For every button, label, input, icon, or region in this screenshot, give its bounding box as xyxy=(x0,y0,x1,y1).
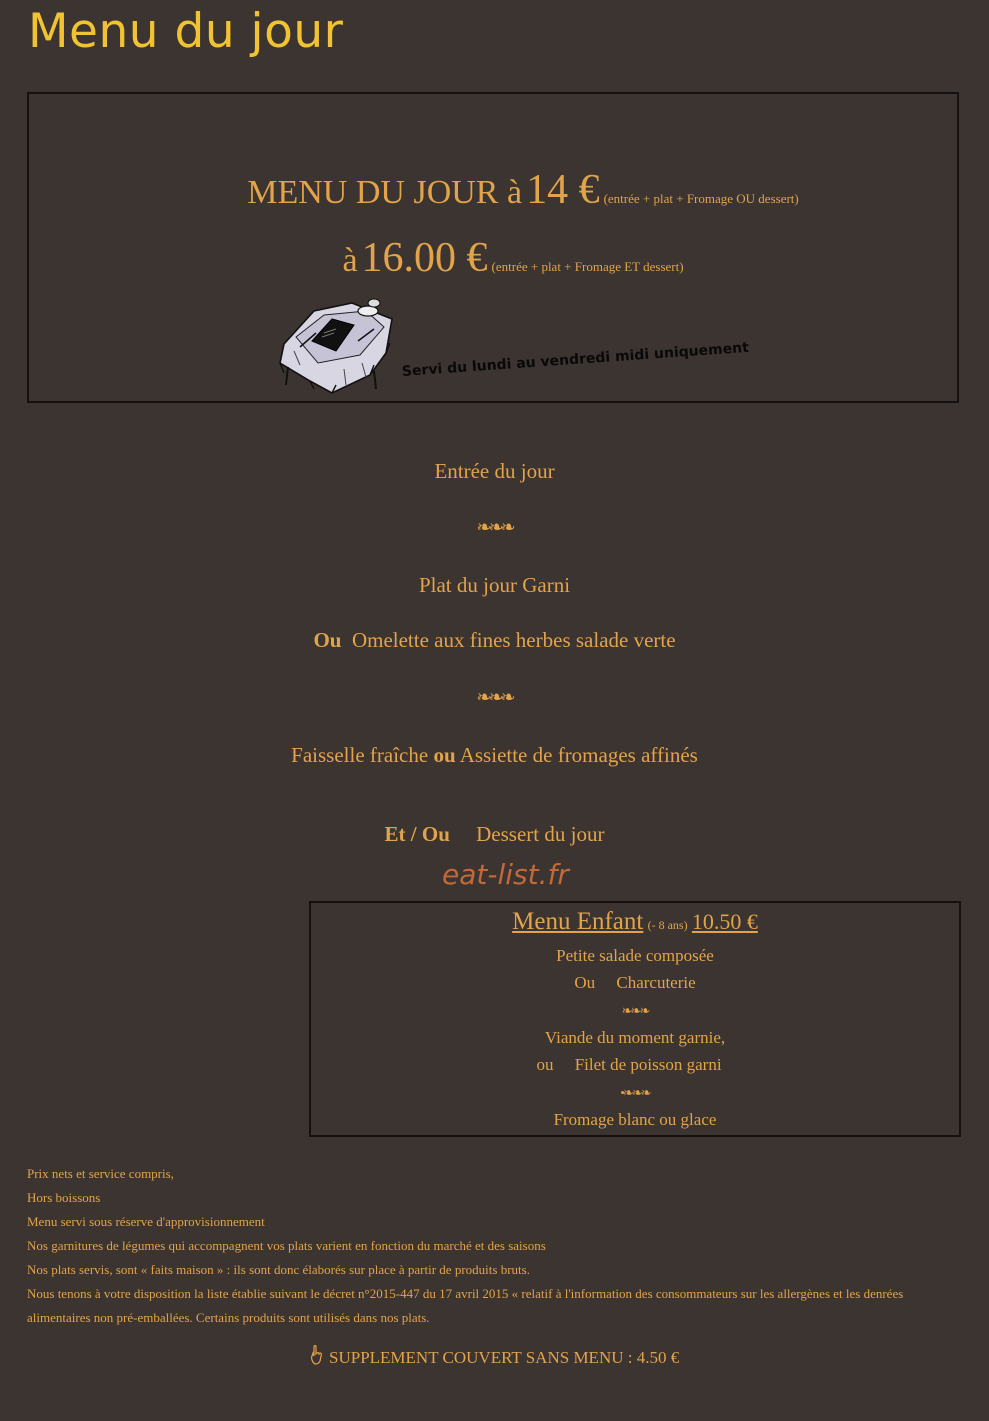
supplement-line xyxy=(0,1345,989,1368)
dessert-dish: Dessert du jour xyxy=(476,822,605,846)
set-table-icon xyxy=(274,289,399,397)
kids-menu-box xyxy=(309,901,961,1137)
note-line: Nos plats servis, sont « faits maison » : ils sont donc élaborés sur place à partir de produits bruts. xyxy=(27,1262,530,1277)
kids-menu-age: (- 8 ans) xyxy=(647,918,688,932)
price-line-14 xyxy=(59,166,987,214)
ornament-divider-2: ❧❧❧ xyxy=(476,687,513,707)
cheese-or-connector: ou xyxy=(433,743,456,767)
or-connector: Ou xyxy=(313,628,342,652)
kids-starter-1: Petite salade composée xyxy=(556,946,714,965)
price-14: 14 € xyxy=(526,167,600,213)
faisselle-dish: Faisselle fraîche xyxy=(291,743,429,767)
price-16-prefix: à xyxy=(342,242,358,279)
price-16: 16.00 € xyxy=(361,235,488,281)
kids-main-1: Viande du moment garnie, xyxy=(544,1028,726,1047)
note-line: Menu servi sous réserve d'approvisionnement xyxy=(27,1214,265,1229)
watermark: eat-list.fr xyxy=(442,858,569,891)
price-14-detail: (entrée + plat + Fromage OU dessert) xyxy=(603,191,799,206)
kids-menu-header xyxy=(311,908,959,936)
kids-starter-2: Charcuterie xyxy=(616,973,696,992)
omelette-dish: Omelette aux fines herbes salade verte xyxy=(351,628,676,652)
dessert-course xyxy=(0,822,989,847)
supplement-text: SUPPLEMENT COUVERT SANS MENU : 4.50 € xyxy=(329,1348,680,1367)
ornament-divider-1: ❧❧❧ xyxy=(476,517,513,537)
kids-menu-price: 10.50 € xyxy=(691,909,758,934)
note-line: Hors boissons xyxy=(27,1190,101,1205)
kids-main-connector: ou xyxy=(536,1055,554,1074)
dessert-connector: Et / Ou xyxy=(384,822,450,846)
kids-starter-alt xyxy=(311,973,959,993)
kids-menu-title: Menu Enfant xyxy=(512,908,644,935)
starter-of-the-day: Entrée du jour xyxy=(434,459,555,483)
main-alternative xyxy=(0,628,989,653)
cheese-course xyxy=(0,743,989,768)
cheese-plate-dish: Assiette de fromages affinés xyxy=(459,743,698,767)
page-title: Menu du jour xyxy=(28,4,344,59)
main-of-the-day: Plat du jour Garni xyxy=(418,573,571,597)
kids-dessert: Fromage blanc ou glace xyxy=(553,1110,717,1129)
price-line-16 xyxy=(49,234,977,282)
menu-du-jour-label: MENU DU JOUR à xyxy=(247,174,523,211)
kids-main-alt xyxy=(305,1055,953,1075)
note-line: Nous tenons à votre disposition la liste établie suivant le décret n°2015-447 du 17 avril 2015 « relatif à l'information des consommateurs sur les allergènes et les denrées alimentaires non pré-emballées. Certains produits sont utilisés dans nos plats. xyxy=(27,1286,904,1325)
note-line: Nos garnitures de légumes qui accompagnent vos plats varient en fonction du marché et des saisons xyxy=(27,1238,546,1253)
daily-menu-box xyxy=(27,92,959,403)
kids-main-2: Filet de poisson garni xyxy=(574,1055,722,1074)
terms-notes xyxy=(27,1162,957,1330)
price-16-detail: (entrée + plat + Fromage ET dessert) xyxy=(491,259,684,274)
pointing-hand-icon xyxy=(310,1345,323,1365)
kids-starter-connector: Ou xyxy=(574,973,596,992)
kids-ornament-1: ❧❧❧ xyxy=(621,1003,649,1018)
note-line: Prix nets et service compris, xyxy=(27,1166,174,1181)
kids-ornament-2: •❧❧❧ xyxy=(620,1085,650,1100)
service-hours-note: Servi du lundi au vendredi midi uniquement xyxy=(401,339,750,380)
